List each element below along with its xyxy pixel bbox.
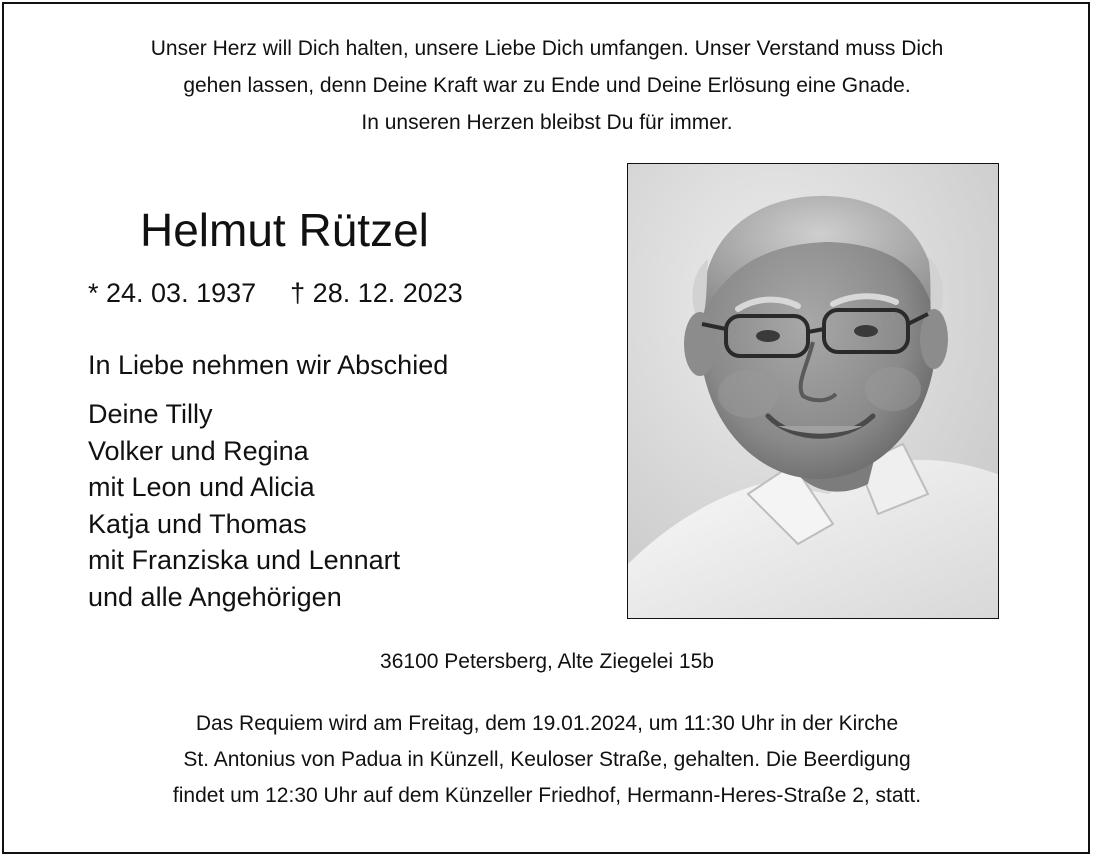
farewell-text: In Liebe nehmen wir Abschied: [88, 350, 449, 380]
verse-line-2: gehen lassen, denn Deine Kraft war zu Ende und Deine Erlösung eine Gnade.: [183, 74, 911, 97]
family-list: [88, 396, 400, 615]
family-member: mit Leon und Alicia: [88, 472, 315, 502]
verse-line-1: Unser Herz will Dich halten, unsere Liebe Dich umfangen. Unser Verstand muss Dich: [150, 37, 944, 60]
family-member: Deine Tilly: [88, 399, 213, 429]
family-member: Katja und Thomas: [88, 508, 307, 539]
family-member: mit Franziska und Lennart: [88, 545, 401, 575]
service-information: [0, 706, 1094, 814]
service-line-2: St. Antonius von Padua in Künzell, Keuloser Straße, gehalten. Die Beerdigung: [183, 748, 911, 771]
family-address: 36100 Petersberg, Alte Ziegelei 15b: [380, 650, 714, 673]
deceased-name: Helmut Rützel: [140, 204, 429, 256]
death-date: † 28. 12. 2023: [290, 278, 463, 308]
verse-line-3: In unseren Herzen bleibst Du für immer.: [361, 111, 733, 134]
family-member: Volker und Regina: [88, 435, 309, 466]
service-line-1: Das Requiem wird am Freitag, dem 19.01.2024, um 11:30 Uhr in der Kirche: [195, 712, 899, 735]
service-line-3: findet um 12:30 Uhr auf dem Künzeller Friedhof, Hermann-Heres-Straße 2, statt.: [172, 784, 922, 807]
birth-date: * 24. 03. 1937: [88, 278, 257, 308]
portrait-photo: [627, 163, 999, 619]
family-member: und alle Angehörigen: [88, 581, 342, 612]
memorial-verse: [0, 30, 1094, 141]
life-dates: [88, 274, 463, 312]
